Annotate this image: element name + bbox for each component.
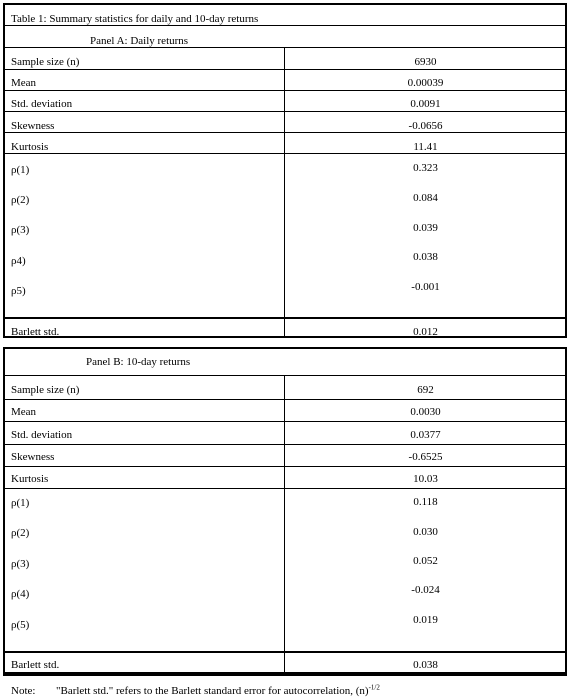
row-divider — [3, 421, 567, 422]
row-value: 692 — [417, 384, 434, 396]
bartlett-label: Barlett std. — [11, 659, 60, 671]
panel-b-heading: Panel B: 10-day returns — [86, 356, 191, 368]
autocorr-label: ρ4) — [11, 255, 26, 267]
row-label: Mean — [11, 406, 37, 418]
row-label: Sample size (n) — [11, 56, 80, 68]
title-divider — [3, 25, 567, 26]
row-value: -0.0656 — [408, 120, 443, 132]
autocorr-label: ρ(1) — [11, 497, 30, 509]
row-label: Kurtosis — [11, 473, 49, 485]
row-divider-thick — [3, 651, 567, 653]
row-divider — [3, 444, 567, 445]
row-divider — [3, 132, 567, 133]
autocorr-label: ρ(3) — [11, 558, 30, 570]
row-value: 11.41 — [413, 141, 438, 153]
note-divider — [3, 674, 567, 676]
bartlett-label: Barlett std. — [11, 326, 60, 338]
row-value: 0.0030 — [410, 406, 441, 418]
row-divider — [3, 399, 567, 400]
note-exponent: -1/2 — [368, 683, 380, 692]
autocorr-value: 0.030 — [413, 526, 438, 538]
row-label: Std. deviation — [11, 429, 73, 441]
table-title: Table 1: Summary statistics for daily and 10-day returns — [11, 13, 259, 25]
row-divider — [3, 111, 567, 112]
autocorr-value: 0.038 — [413, 251, 438, 263]
row-label: Std. deviation — [11, 98, 73, 110]
autocorr-label: ρ(1) — [11, 164, 30, 176]
row-label: Skewness — [11, 451, 55, 463]
autocorr-label: ρ(2) — [11, 194, 30, 206]
bartlett-value: 0.012 — [413, 326, 438, 338]
autocorr-value: 0.084 — [413, 192, 438, 204]
row-label: Mean — [11, 77, 37, 89]
note-label: Note: — [11, 685, 36, 697]
autocorr-label: ρ(4) — [11, 588, 30, 600]
autocorr-label: ρ(2) — [11, 527, 30, 539]
bartlett-value: 0.038 — [413, 659, 438, 671]
row-label: Kurtosis — [11, 141, 49, 153]
row-label: Skewness — [11, 120, 55, 132]
note-body: "Barlett std." refers to the Barlett standard error for autocorrelation, (n) — [56, 685, 369, 697]
row-divider-thick — [3, 317, 567, 319]
row-divider — [3, 153, 567, 154]
row-value: 6930 — [414, 56, 437, 68]
autocorr-label: ρ(5) — [11, 619, 30, 631]
autocorr-value: 0.118 — [413, 496, 438, 508]
autocorr-label: ρ(3) — [11, 224, 30, 236]
panel-a-heading: Panel A: Daily returns — [90, 35, 189, 47]
row-value: 0.0091 — [410, 98, 441, 110]
row-value: 10.03 — [413, 473, 438, 485]
panel-b-heading-divider — [3, 375, 567, 376]
row-value: 0.00039 — [407, 77, 444, 89]
panel-b-column-divider — [284, 375, 285, 673]
autocorr-value: -0.001 — [411, 281, 440, 293]
row-divider — [3, 69, 567, 70]
row-label: Sample size (n) — [11, 384, 80, 396]
autocorr-label: ρ5) — [11, 285, 26, 297]
row-divider — [3, 488, 567, 489]
row-value: -0.6525 — [408, 451, 443, 463]
autocorr-value: 0.323 — [413, 162, 438, 174]
autocorr-value: 0.052 — [413, 555, 438, 567]
row-divider — [3, 90, 567, 91]
autocorr-value: -0.024 — [411, 584, 440, 596]
panel-a-heading-divider — [3, 47, 567, 48]
autocorr-value: 0.019 — [413, 614, 438, 626]
row-divider — [3, 466, 567, 467]
autocorr-value: 0.039 — [413, 222, 438, 234]
row-value: 0.0377 — [410, 429, 441, 441]
note-text — [56, 685, 380, 697]
